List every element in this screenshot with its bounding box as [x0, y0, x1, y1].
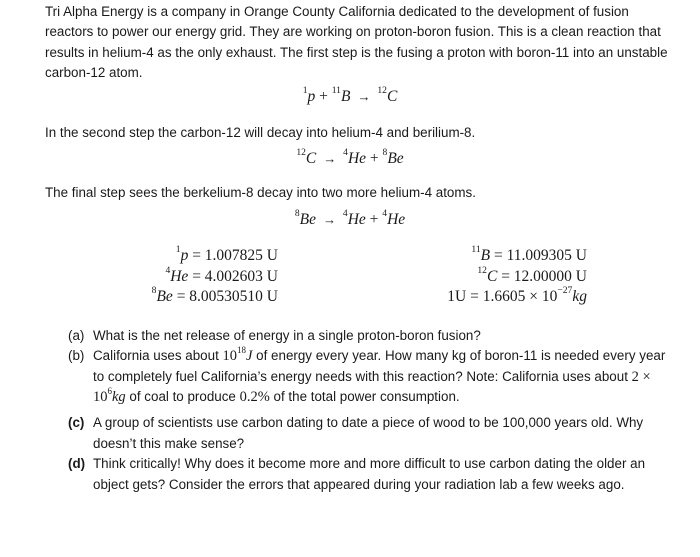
question-c	[68, 413, 678, 454]
constant-boron-mass	[402, 246, 587, 267]
energy-unit: J	[246, 348, 253, 364]
constant-value: = 1.007825 U	[188, 247, 278, 264]
eq3-arrow: →	[322, 212, 337, 227]
eq3-be-symbol: Be	[299, 211, 316, 228]
constants-right-column	[402, 246, 587, 308]
eq2-arrow: →	[323, 151, 337, 166]
question-label: (b)	[68, 348, 85, 363]
step-3-paragraph: The final step sees the berkelium-8 decay into two more helium-4 atoms.	[45, 185, 476, 200]
percent-value: 0.2%	[239, 389, 270, 405]
constant-mass-number: 1	[175, 244, 181, 256]
constant-symbol: 1U	[447, 288, 467, 305]
question-label: (d)	[68, 456, 86, 471]
constant-value: = 11.009305 U	[490, 247, 587, 264]
constant-value: = 8.00530510 U	[172, 288, 278, 305]
constant-mass-number: 8	[151, 285, 157, 297]
constant-exponent: −27	[557, 285, 573, 297]
eq2-he-symbol: He	[347, 150, 367, 167]
constant-atomic-mass-unit	[402, 287, 587, 308]
eq3-he-symbol-1: He	[347, 211, 366, 228]
energy-exponent: 18	[237, 344, 247, 355]
eq2-be-mass: 8	[382, 147, 388, 159]
constant-carbon-mass	[402, 264, 587, 288]
question-label: (a)	[68, 328, 85, 343]
energy-base: 10	[222, 348, 238, 364]
constant-unit: kg	[572, 288, 587, 305]
question-text-part: California uses about	[93, 348, 223, 363]
eq2-be-symbol: Be	[387, 150, 404, 167]
constant-value: = 4.002603 U	[188, 267, 278, 285]
constant-symbol: He	[170, 267, 189, 285]
question-text: Think critically! Why does it become more and more difficult to use carbon dating the older an object gets? Consider the errors that appeared during your radiation lab a few weeks ago.	[93, 456, 646, 492]
eq1-b-symbol: B	[340, 88, 351, 105]
coal-exponent: 6	[107, 385, 112, 396]
eq3-he-mass-1: 4	[342, 208, 348, 220]
eq1-b-mass: 11	[331, 85, 341, 97]
constant-beryllium-mass	[118, 287, 278, 308]
question-b	[68, 346, 678, 408]
question-label: (c)	[68, 415, 85, 430]
eq1-c-mass: 12	[377, 85, 387, 97]
question-a	[68, 326, 678, 347]
question-text-part: of coal to produce	[125, 389, 240, 404]
eq3-plus: +	[369, 211, 379, 228]
energy-value	[222, 344, 253, 364]
constant-mass-number: 11	[471, 244, 481, 256]
constant-symbol: B	[480, 247, 491, 264]
question-text: A group of scientists use carbon dating to date a piece of wood to be 100,000 years old. Why doesn’t this make sense?	[93, 415, 644, 451]
question-text-part: of the total power consumption.	[269, 389, 460, 404]
coal-unit: kg	[112, 389, 126, 405]
question-text: What is the net release of energy in a single proton-boron fusion?	[93, 328, 481, 343]
constant-symbol: Be	[156, 288, 173, 305]
intro-paragraph: Tri Alpha Energy is a company in Orange County California dedicated to the development of fusion reactors to power our energy grid. They are working on proton-boron fusion. This is a clean reaction that results in helium-4 as the only exhaust. The first step is the fusing a proton with boron-11 into an unstable carbon-12 atom.	[45, 4, 668, 80]
eq1-arrow: →	[357, 89, 371, 104]
constant-symbol: C	[486, 267, 498, 285]
constant-value: = 12.00000 U	[497, 267, 587, 285]
constants-left-column	[118, 246, 278, 308]
question-text	[93, 346, 678, 408]
eq1-p-symbol: p	[307, 88, 316, 105]
equation-step-3	[0, 208, 700, 229]
constant-symbol: p	[180, 247, 189, 264]
constant-proton-mass	[118, 246, 278, 267]
coal-base: 2 × 10	[93, 368, 651, 405]
constant-mass-number: 4	[165, 264, 171, 276]
equation-step-2	[0, 147, 700, 168]
question-text-part: of energy every year. How many kg of boron-11 is needed every year to completely fuel California’s energy needs with this reaction? Note: California uses about	[93, 348, 666, 384]
eq2-c-mass: 12	[296, 147, 306, 159]
eq3-be-mass: 8	[294, 208, 300, 220]
eq1-c-symbol: C	[386, 88, 398, 105]
constant-value: = 1.6605 × 10	[466, 288, 558, 305]
equation-step-1	[0, 85, 700, 106]
constant-mass-number: 12	[477, 264, 487, 276]
eq1-p-mass: 1	[302, 85, 308, 97]
eq2-c-symbol: C	[305, 150, 317, 167]
eq1-plus: +	[319, 88, 328, 105]
constant-helium-mass	[118, 264, 278, 288]
step-2-paragraph: In the second step the carbon-12 will decay into helium-4 and berilium-8.	[45, 125, 476, 140]
eq2-plus: +	[369, 150, 379, 167]
question-d	[68, 454, 678, 495]
eq3-he-symbol-2: He	[387, 211, 406, 228]
eq3-he-mass-2: 4	[382, 208, 388, 220]
eq2-he-mass: 4	[343, 147, 348, 159]
